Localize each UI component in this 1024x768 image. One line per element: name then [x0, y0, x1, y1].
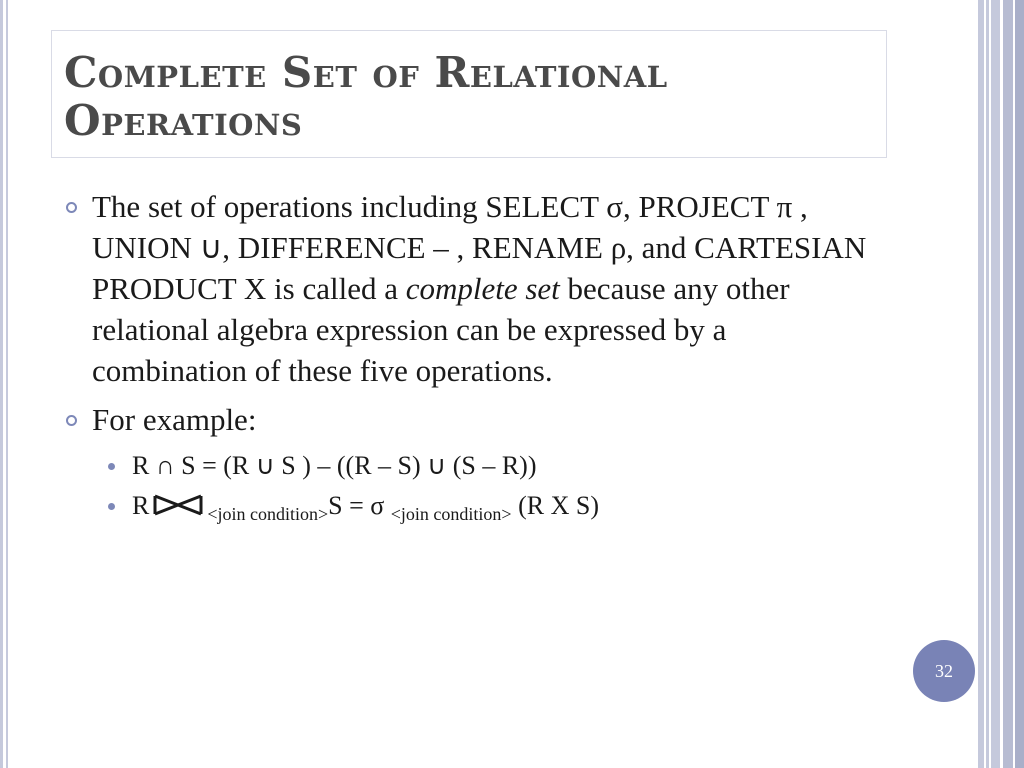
dot-bullet-icon [108, 503, 115, 510]
bullet-complete-set [62, 186, 882, 391]
ring-bullet-icon [66, 202, 77, 213]
select-condition-subscript: <join condition> [390, 504, 512, 524]
example-join [62, 486, 882, 528]
example-middle: S = σ [328, 491, 391, 520]
join-bowtie-icon [153, 494, 203, 516]
page-number: 32 [935, 660, 953, 681]
right-border-stripe-3 [991, 0, 1000, 768]
dot-bullet-icon [108, 463, 115, 470]
bullet-text-part-2: because any other relational algebra expression can be expressed by a combination of these five operations. [92, 271, 790, 388]
join-condition-subscript: <join condition> [207, 504, 329, 524]
example-right: (R X S) [511, 491, 599, 520]
example-left-relation: R [132, 491, 150, 520]
left-border-stripe-inner [6, 0, 8, 768]
right-border-stripe-4 [1003, 0, 1013, 768]
right-border-stripe-1 [978, 0, 984, 768]
bullet-text-italic: complete set [405, 271, 560, 306]
right-border-stripe-2 [986, 0, 989, 768]
right-border-stripe-5 [1015, 0, 1024, 768]
page-number-badge [913, 640, 975, 702]
example-intersection [62, 446, 882, 486]
slide-content [62, 186, 882, 528]
bullet-text: For example: [92, 402, 257, 437]
left-border-stripe [0, 0, 3, 768]
title-box [51, 30, 887, 158]
slide-title: Complete Set of Relational Operations [64, 48, 668, 145]
example-text: R ∩ S = (R ∪ S ) – ((R – S) ∪ (S – R)) [132, 451, 537, 480]
ring-bullet-icon [66, 415, 77, 426]
example-list [62, 446, 882, 528]
bullet-for-example [62, 399, 882, 440]
bullet-text-part-1: The set of operations including SELECT σ, PROJECT π , UNION ∪, DIFFERENCE – , RENAME ρ, and CARTESIAN PRODUCT X is called a [92, 189, 867, 306]
